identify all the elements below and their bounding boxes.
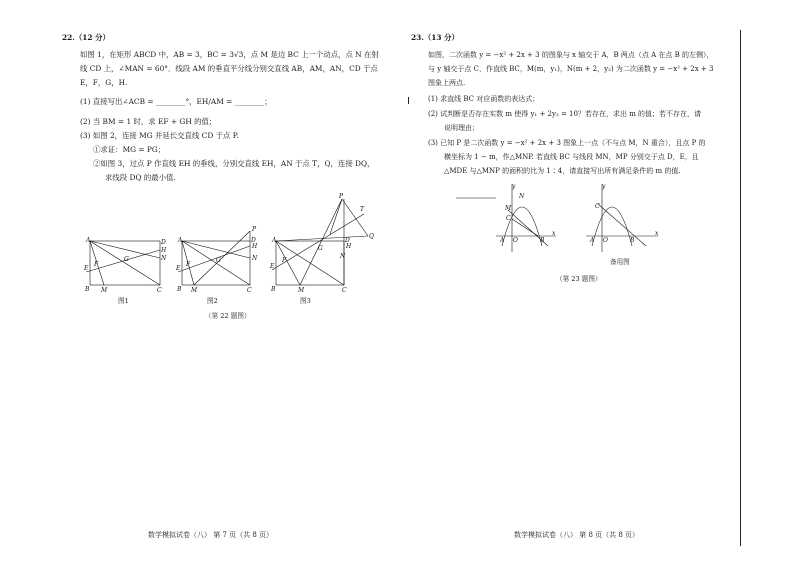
q22-paragraph-line2: 线 CD 上，∠MAN = 60°．线段 AM 的垂直平分线分别交直线 AB，AM，AN，CD 于点 xyxy=(80,64,378,73)
svg-text:D: D xyxy=(345,237,350,244)
svg-text:B: B xyxy=(271,286,276,293)
svg-text:P: P xyxy=(252,226,257,233)
q23-paragraph-line3: 图象上两点. xyxy=(428,79,466,87)
figure-2 xyxy=(176,226,258,294)
figure-1 xyxy=(84,236,166,294)
svg-text:D: D xyxy=(161,239,166,246)
right-page-footer: 数学模拟试卷（八） 第 8 页（共 8 页） xyxy=(514,531,640,539)
svg-text:P: P xyxy=(339,193,344,200)
svg-text:C: C xyxy=(247,287,252,294)
q23-subquestion-3c: △MDE 与△MNP 的面积的比为 1∶4，请直接写出所有满足条件的 m 的值. xyxy=(444,167,681,175)
q23-subquestion-3b: 横坐标为 1 − m，作△MNP. 若直线 BC 与线段 MN，MP 分别交于点 D，E，且 xyxy=(444,153,699,161)
svg-text:M: M xyxy=(298,287,305,294)
svg-text:M: M xyxy=(191,287,198,294)
svg-text:F: F xyxy=(94,261,99,268)
svg-text:D: D xyxy=(251,237,256,244)
svg-text:y: y xyxy=(602,183,606,190)
q23-spare-label: 备用图 xyxy=(610,258,630,266)
svg-text:E: E xyxy=(84,265,89,272)
q23-paragraph-line1: 如图，二次函数 y = −x² + 2x + 3 的图象与 x 轴交于 A，B 两点（点 A 在点 B 的左侧）， xyxy=(428,51,714,59)
figure-2-label: 图2 xyxy=(207,297,218,305)
q23-paragraph-line2: 与 y 轴交于点 C，作直线 BC，M(m，y₁)，N(m + 2，y₂) 为二次函数 y = −x² + 2x + 3 xyxy=(428,65,714,73)
svg-text:F: F xyxy=(186,261,191,268)
stray-mark xyxy=(408,97,409,104)
q23-main-figure xyxy=(456,184,556,254)
svg-text:N: N xyxy=(252,255,258,262)
q22-subquestion-1: (1) 直接写出∠ACB = ________°，EH/AM = ________； xyxy=(80,97,272,106)
svg-text:M: M xyxy=(101,287,108,294)
q22-subquestion-3a: ①求证：MG = PG； xyxy=(93,145,166,154)
q22-subquestion-2: (2) 当 BM = 1 时，求 EF + GH 的值； xyxy=(80,117,217,126)
svg-text:G: G xyxy=(318,245,323,252)
q23-figure-caption: （第 23 题图） xyxy=(556,275,602,283)
page-fold-line xyxy=(740,30,741,546)
svg-text:B: B xyxy=(85,286,90,293)
svg-text:F: F xyxy=(282,257,287,264)
figure-1-label: 图1 xyxy=(118,297,129,305)
q23-subquestion-1: (1) 求直线 BC 对应函数的表达式； xyxy=(428,95,540,103)
svg-text:A: A xyxy=(86,237,91,244)
svg-text:x: x xyxy=(552,230,556,237)
q22-header: 22.（12 分） xyxy=(62,33,110,42)
q23-subquestion-3: (3) 已知 P 是二次函数 y = −x² + 2x + 3 图象上一点（不与点 M，N 重合），且点 P 的 xyxy=(428,139,706,147)
svg-text:E: E xyxy=(270,263,275,270)
figure-3-label: 图3 xyxy=(300,297,311,305)
svg-text:B: B xyxy=(540,237,545,244)
svg-text:N: N xyxy=(340,253,346,260)
svg-text:H: H xyxy=(252,243,258,250)
q22-subquestion-3c: 求线段 DQ 的最小值. xyxy=(105,173,176,182)
svg-text:C: C xyxy=(157,287,162,294)
svg-text:C: C xyxy=(595,203,600,210)
q23-header: 23.（13 分） xyxy=(411,33,459,42)
svg-text:T: T xyxy=(360,206,365,213)
q22-subquestion-3b: ②如图 3，过点 P 作直线 EH 的垂线，分别交直线 EH，AN 于点 T，Q，连接 DQ， xyxy=(93,159,375,168)
svg-text:E: E xyxy=(176,265,181,272)
figure-3 xyxy=(270,194,382,294)
svg-text:G: G xyxy=(216,257,221,264)
svg-text:C: C xyxy=(342,287,347,294)
svg-text:x: x xyxy=(655,230,659,237)
svg-text:G: G xyxy=(124,256,129,263)
q22-subquestion-3: (3) 如图 2，连接 MG 并延长交直线 CD 于点 P. xyxy=(80,131,239,140)
q23-spare-figure xyxy=(580,184,660,254)
svg-text:N: N xyxy=(519,193,525,200)
svg-text:O: O xyxy=(513,237,518,244)
svg-text:Q: Q xyxy=(369,233,374,240)
q23-subquestion-2b: 说明理由； xyxy=(444,124,479,132)
q22-paragraph-line3: E，F，G，H. xyxy=(80,78,128,87)
svg-text:H: H xyxy=(161,247,167,254)
svg-text:B: B xyxy=(630,237,635,244)
svg-text:A: A xyxy=(500,237,505,244)
svg-text:N: N xyxy=(161,255,167,262)
svg-text:O: O xyxy=(603,237,608,244)
svg-text:B: B xyxy=(177,286,182,293)
svg-text:A: A xyxy=(590,237,595,244)
q23-subquestion-2: (2) 试判断是否存在实数 m 使得 y₁ + 2y₂ = 10？若存在，求出 m 的值；若不存在，请 xyxy=(428,110,702,118)
left-page-footer: 数学模拟试卷（八） 第 7 页（共 8 页） xyxy=(148,531,274,539)
q22-figure-caption: （第 22 题图） xyxy=(205,312,251,320)
svg-text:H: H xyxy=(346,243,352,250)
q22-paragraph-line1: 如图 1，在矩形 ABCD 中，AB = 3，BC = 3√3，点 M 是边 BC 上一个动点，点 N 在射 xyxy=(80,50,379,59)
svg-text:y: y xyxy=(512,183,516,190)
svg-text:A: A xyxy=(272,237,277,244)
svg-text:A: A xyxy=(178,237,183,244)
svg-text:C: C xyxy=(506,215,511,222)
svg-text:M: M xyxy=(505,205,512,212)
